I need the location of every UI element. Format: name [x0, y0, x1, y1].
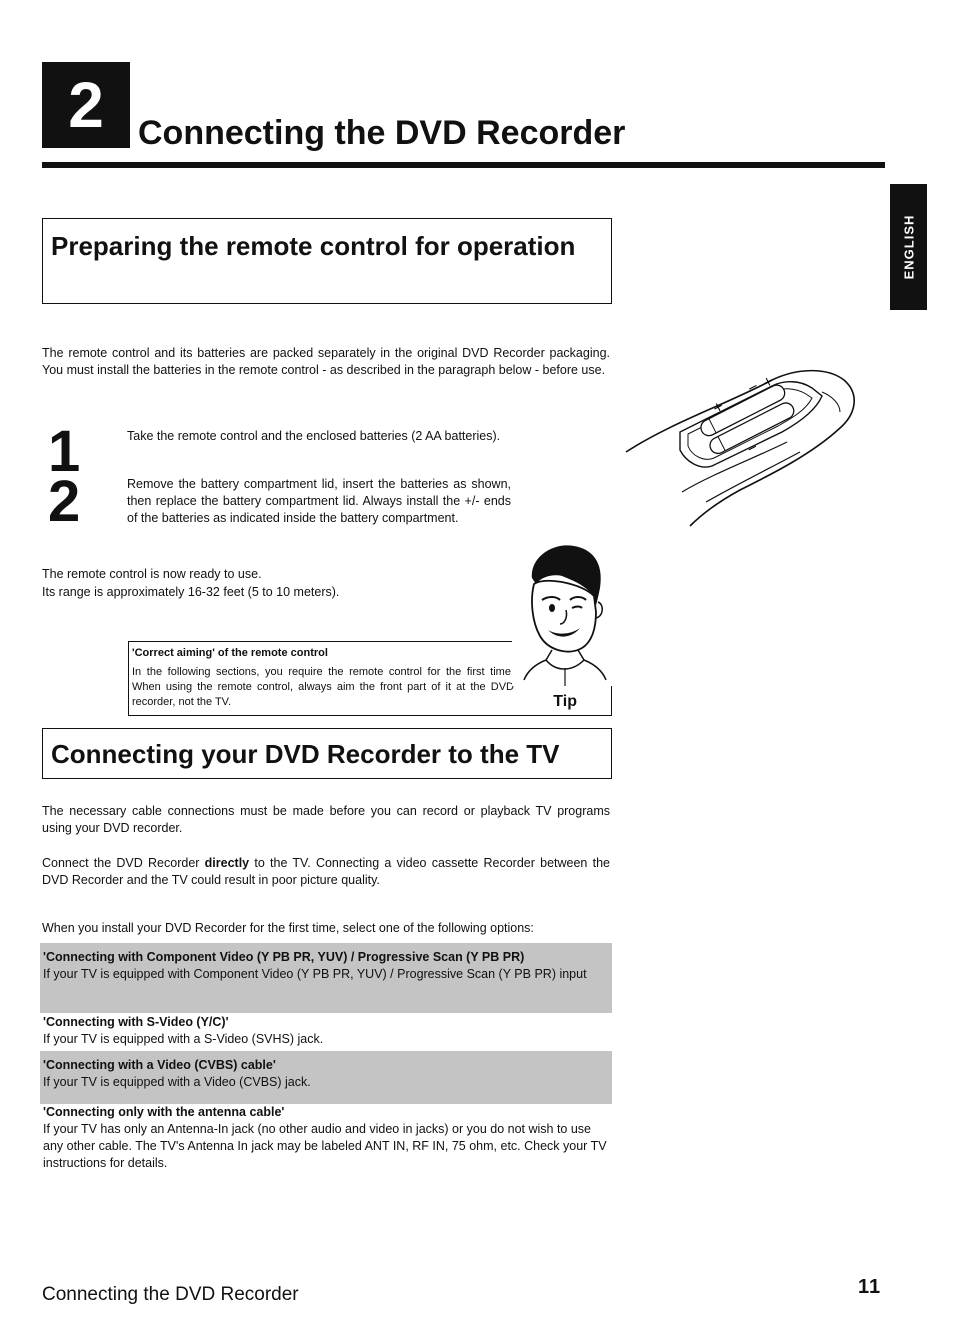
- svg-text:+: +: [710, 398, 727, 417]
- tv-paragraph-1: The necessary cable connections must be made before you can record or playback TV programs using your DVD recorder.: [42, 804, 610, 835]
- section-heading-box-tv: [42, 728, 612, 779]
- option-s-video: [40, 1008, 612, 1050]
- tip-mascot-icon: [512, 540, 612, 686]
- step-text-2: Remove the battery compartment lid, insert the batteries as shown, then replace the battery compartment lid. Always install the +/- ends of the batteries as indicated inside the battery compartment.: [127, 477, 511, 525]
- tv-paragraph-2-start: Connect the DVD Recorder: [42, 856, 205, 870]
- language-tab: [890, 184, 927, 310]
- option-title: 'Connecting with a Video (CVBS) cable': [43, 1058, 276, 1072]
- option-component-video: [40, 943, 612, 1013]
- tv-paragraph-3: When you install your DVD Recorder for the first time, select one of the following options:: [42, 921, 534, 935]
- tv-paragraph-2-emphasis: directly: [204, 856, 250, 870]
- section-heading-tv: Connecting your DVD Recorder to the TV: [51, 739, 560, 769]
- option-title: 'Connecting with Component Video (Y PB PR, YUV) / Progressive Scan (Y PB PR): [43, 950, 525, 964]
- svg-text:−: −: [744, 378, 762, 397]
- option-description: If your TV is equipped with a S-Video (SVHS) jack.: [43, 1032, 324, 1046]
- chapter-number: 2: [42, 62, 130, 148]
- step-number-1: 1: [48, 419, 81, 484]
- language-tab-label: ENGLISH: [901, 214, 916, 280]
- option-description: If your TV is equipped with Component Video (Y PB PR, YUV) / Progressive Scan (Y PB PR) input: [43, 967, 587, 981]
- page-number: 11: [858, 1276, 882, 1298]
- option-antenna-only: [40, 1098, 612, 1178]
- tip-label: Tip: [553, 693, 577, 710]
- ready-line-1: The remote control is now ready to use.: [42, 567, 262, 581]
- option-title: 'Connecting with S-Video (Y/C)': [43, 1015, 229, 1029]
- footer-title: Connecting the DVD Recorder: [42, 1284, 299, 1305]
- option-cvbs: [40, 1051, 612, 1104]
- tip-body: In the following sections, you require the remote control for the first time. When using the remote control, always aim the front part of it at the DVD recorder, not the TV.: [132, 666, 514, 708]
- remote-control-battery-illustration: [622, 362, 862, 530]
- option-title: 'Connecting only with the antenna cable': [43, 1105, 285, 1119]
- step-number-2: 2: [48, 469, 81, 534]
- section-heading-box: [42, 218, 612, 304]
- chapter-title: Connecting the DVD Recorder: [138, 114, 626, 152]
- tv-paragraph-2: [42, 855, 610, 889]
- svg-text:+: +: [760, 373, 777, 392]
- section-heading: Preparing the remote control for operation: [51, 231, 576, 261]
- ready-line-2: Its range is approximately 16-32 feet (5 to 10 meters).: [42, 585, 340, 599]
- tip-title: 'Correct aiming' of the remote control: [132, 647, 328, 659]
- tv-paragraph-2-end: to the TV. Connecting a video cassette Recorder between the DVD Recorder and the TV could result in poor picture quality.: [42, 856, 610, 887]
- intro-paragraph: The remote control and its batteries are packed separately in the original DVD Recorder packaging. You must install the batteries in the remote control - as described in the paragraph below - before use.: [42, 346, 610, 377]
- header-rule: [42, 162, 885, 168]
- svg-text:−: −: [744, 439, 761, 458]
- option-description: If your TV is equipped with a Video (CVBS) jack.: [43, 1075, 311, 1089]
- option-description: If your TV has only an Antenna-In jack (no other audio and video in jacks) or you do not wish to use any other cable. The TV's Antenna In jack may be labeled ANT IN, RF IN, 75 ohm, etc. Check your TV instructions for details.: [43, 1122, 607, 1170]
- step-text-1: Take the remote control and the enclosed batteries (2 AA batteries).: [127, 429, 501, 443]
